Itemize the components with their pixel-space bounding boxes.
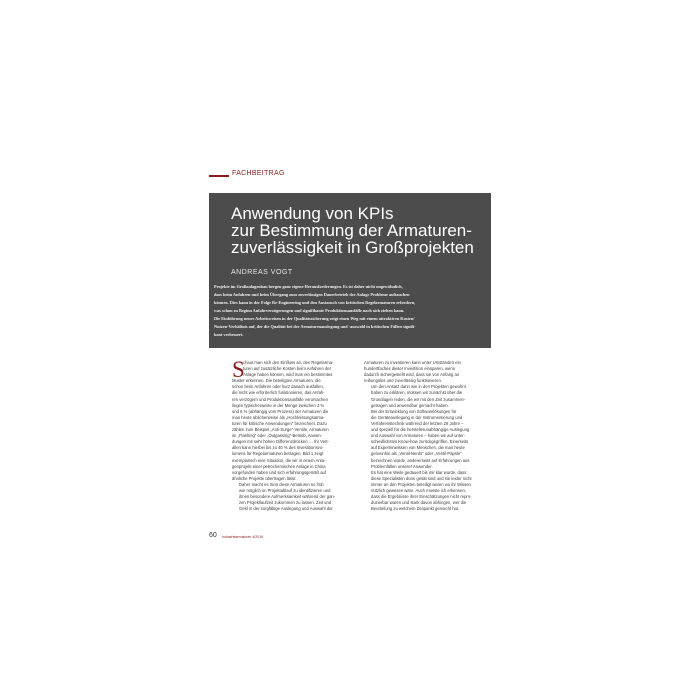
page-number: 60 xyxy=(209,532,217,539)
body-paragraph xyxy=(364,470,485,513)
body-line: exemplarisch eine Situation, die wir in einem Anla- xyxy=(232,457,326,463)
body-line: wie möglich im Projektablauf zu identifizieren und xyxy=(239,487,331,493)
body-paragraph xyxy=(364,360,485,384)
body-line: dungen mit sehr hohen Differenzdrücken … Ihr Vert- xyxy=(232,439,329,445)
body-line: liegen typischerweise in der Menge zwischen 3 % xyxy=(232,402,325,408)
lead-line: dass beim Anfahren und beim Übergang zum zuverlässigen Dauerbetrieb der Anlage Probleme auftauchen xyxy=(214,292,410,297)
body-line: zen Projektlaufzeit zukommen zu lassen. Zeit und xyxy=(239,500,332,506)
body-line: getragen und anwendbar gemacht haben. xyxy=(371,402,449,408)
drop-cap: S xyxy=(232,357,245,382)
body-line: lumens für Regelarmaturen betragen. Bild 1 zeigt xyxy=(232,451,324,457)
body-line: genprojekt einer petrochemischen Anlage in China xyxy=(232,463,326,469)
body-line: Um den Ansatz dann wie in den Projekten gewohnt xyxy=(371,384,466,390)
body-line: ihnen besondere Aufmerksamkeit während der gan- xyxy=(239,494,336,500)
body-line: die nicht wie erforderlich funktionieren, das Anfah- xyxy=(232,390,325,396)
body-line: schon beim Anfahren oder kurz danach ausfallen, xyxy=(232,384,324,390)
body-line: duzierbar waren und stark davon abhingen, wer die xyxy=(371,500,467,506)
section-accent-rule xyxy=(209,175,229,177)
lead-line: Projekte im Großanlagenbau bergen ganz eigene Herausforderungen. Es ist daher nicht ungewöhnlich, xyxy=(214,284,403,289)
section-label: FACHBEITRAG xyxy=(232,170,285,177)
lead-paragraph xyxy=(214,283,488,339)
body-line: Problemfällen unserer Anwender. xyxy=(371,463,433,469)
magazine-issue: Industriearmaturen 4/2016 xyxy=(222,535,264,539)
body-line: Bei der Entwicklung von Softwarelösungen für xyxy=(371,408,457,414)
body-line: turen auf zusätzliche Kosten beim Anfahren der xyxy=(243,366,331,372)
article-title xyxy=(231,205,489,256)
body-line: im „Flashing" oder „Outgassing"-Betrieb, Anwen- xyxy=(232,433,323,439)
body-line: dadurch sichergestellt wird, dass sie von Anfang an xyxy=(364,372,460,378)
body-line: Armaturen zu investieren kann unter Umständen ein xyxy=(364,360,461,365)
body-line: vorgefunden haben und sich erfahrungsgemäß auf xyxy=(232,469,327,475)
title-line: Anwendung von KPIs xyxy=(231,204,394,223)
body-paragraph xyxy=(364,409,485,470)
body-line: reibungslos und zuverlässig funktionieren. xyxy=(364,378,442,384)
body-line: Verfahrenstechnik während der letzten 29 Jahre – xyxy=(371,420,464,426)
body-line: Beurteilung zu welchem Zeitpunkt gemacht hat. xyxy=(371,506,460,512)
body-line: allen kann hierbei bis zu 40 % des Investitionsvo- xyxy=(232,445,324,451)
body-line: chaut man sich den Einfluss an, den Regelarma- xyxy=(243,360,334,365)
body-line: bezeichnen würde, andererseits auf Erfahrungen aus xyxy=(371,457,470,463)
body-line: und speziell für die herstellerunabhängige Auslegung xyxy=(371,427,470,433)
body-line: hundertfaches dieser Investition einsparen, wenn xyxy=(364,366,456,372)
body-paragraph xyxy=(232,482,353,512)
body-paragraph xyxy=(364,384,485,408)
body-column-right xyxy=(364,360,485,512)
lead-line: Die Einführung neuer Arbeitsweisen in der Qualitätssicherung zeigt einen Weg mit einem attraktiven Kosten/ xyxy=(214,316,415,321)
body-line: und Auswahl von Armaturen – haben wir auf unter- xyxy=(371,433,466,439)
body-column-left xyxy=(232,357,353,512)
lead-line: Nutzen-Verhältnis auf, der die Qualität bei der Armaturenauslegung und -auswahl in kritischen Fällen signifi- xyxy=(214,324,416,329)
body-line: die Geräteauslegung in der Instrumentierung und xyxy=(371,414,463,420)
title-line: zuverlässigkeit in Großprojekten xyxy=(231,238,474,257)
title-line: zur Bestimmung der Armaturen- xyxy=(231,221,472,240)
body-line: dass die Ergebnisse ihrer Einschätzungen nicht repro- xyxy=(371,494,472,500)
lead-line: können. Dies kann in der Folge Re-Engineering und den Austausch von kritischen Regelarmaturen erfordern, xyxy=(214,300,416,305)
body-line: Geld in der sorgfältige Auslegung und Auswahl der xyxy=(239,506,333,512)
body-line: turen für kritische Anwendungen" bezeichnet. Dazu xyxy=(232,420,327,426)
lead-line: was schon zu Beginn Anfahrverzögerungen und signifikante Produktionsausfälle nach sich ziehen kann. xyxy=(214,308,405,313)
body-line: zählen zum Beispiel „Anti-Surge"-Ventile, Armaturen xyxy=(232,427,329,433)
body-line: ähnliche Projekte übertragen lässt. xyxy=(232,475,297,481)
body-line: haben zu erklären, müssen wir zunächst über die xyxy=(371,390,463,396)
body-line: nützlich gewesen wäre. Auch musste ich erkennen, xyxy=(371,487,466,493)
author: ANDREAS VOGT xyxy=(231,269,293,276)
body-line: immer an den Projekten beteiligt waren wo ihr Wissen xyxy=(371,481,471,487)
body-paragraph xyxy=(232,357,353,482)
body-line: diese Spezialisten dünn gesät sind und sie leider nicht xyxy=(371,475,472,481)
body-line: Daher macht es Sinn diese Armaturen so früh xyxy=(239,481,324,487)
body-line: ren verzögern und Produktionsausfälle verursachen xyxy=(232,396,328,402)
body-line: und 6 % (abhängig vom Prozess) der Armaturen die xyxy=(232,408,329,414)
title-banner xyxy=(209,193,491,348)
body-line: Muster erkennen. Die beteiligten Armaturen, die xyxy=(232,378,321,384)
lead-line: kant verbessert. xyxy=(214,332,244,337)
body-line: auf Expertenwissen von Menschen, die man heute xyxy=(371,445,465,451)
body-line: Grundlagen reden, die wir mit den Zeit zusammen- xyxy=(371,396,466,402)
body-line: schiedlichstes Know-how zurückgegriffen. Einerseits xyxy=(371,439,469,445)
body-line: gemeinhin als „Ventil-Nerds" oder „Ventil-Päpste" xyxy=(371,451,462,457)
body-line: Es hat eine Weile gedauert bis mir klar wurde, dass xyxy=(371,469,467,475)
body-line: Anlage haben können, wird man ein bestimmtes xyxy=(243,372,333,378)
body-line: man heute üblicherweise als „Hochleistungsarma- xyxy=(232,414,325,420)
